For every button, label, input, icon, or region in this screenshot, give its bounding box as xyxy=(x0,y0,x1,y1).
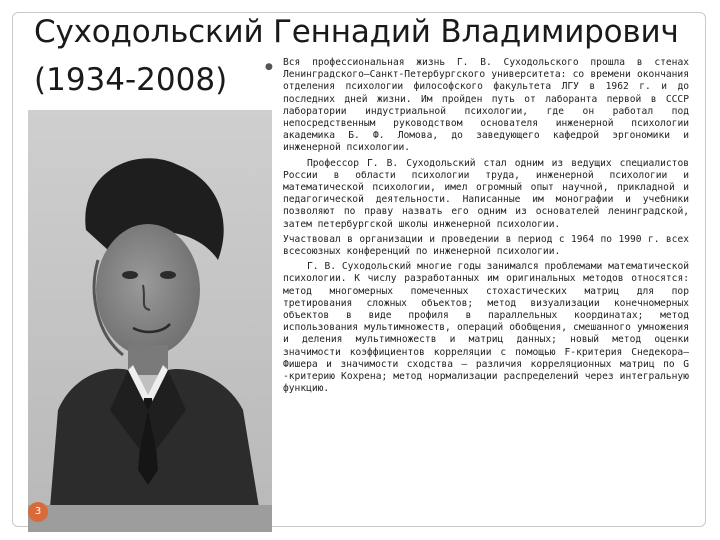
bullet-icon: ● xyxy=(265,62,273,72)
biography-text xyxy=(283,57,689,398)
paragraph-2: Профессор Г. В. Суходольский стал одним из ведущих специалистов России в области психологии труда, инженерной психологии и математической психологии, имел огромный опыт научной, прикладной и педагогической деятельности. Написанные им монографии и учебники позволяют по праву назвать его одним из основателей ленинградской, затем петербургской школы инженерной психологии. xyxy=(283,157,689,230)
slide-title: Суходольский Геннадий Владимирович xyxy=(34,14,679,50)
page-number-badge: 3 xyxy=(28,502,48,522)
paragraph-1: Вся профессиональная жизнь Г. В. Суходольского прошла в стенах Ленинградского—Санкт-Петербургского университета: со времени окончания отделения психологии философского факультета ЛГУ в 1962 г. и до последних дней жизни. Им пройден путь от лаборанта первой в СССР лаборатории индустриальной психологии, где он работал под непосредственным руководством основателя инженерной психологии академика Б. Ф. Ломова, до заведующего кафедрой эргономики и инженерной психологии. xyxy=(283,57,689,154)
paragraph-3: Участвовал в организации и проведении в период с 1964 по 1990 г. всех всесоюзных конференций по инженерной психологии. xyxy=(283,233,689,258)
paragraph-4: Г. В. Суходольский многие годы занимался проблемами математической психологии. К числу разработанных им оригинальных методов относятся: метод многомерных помеченных стохастических матриц для пор третирования сложных объектов; метод визуализации конечномерных объектов в виде профиля в параллельных координатах; метод использования мультимножеств, операций обобщения, смешанного умножения и деления мультимножеств и матриц данных; новый метод оценки значимости коэффициентов корреляции с помощью F-критерия Снедекора—Фишера и значимости сходства — различия корреляционных матриц по G -критерию Кохрена; метод нормализации распределений через интегральную функцию. xyxy=(283,261,689,395)
portrait-photo xyxy=(28,110,272,532)
slide-subtitle-years: (1934-2008) xyxy=(34,62,228,98)
portrait-illustration xyxy=(28,110,272,532)
